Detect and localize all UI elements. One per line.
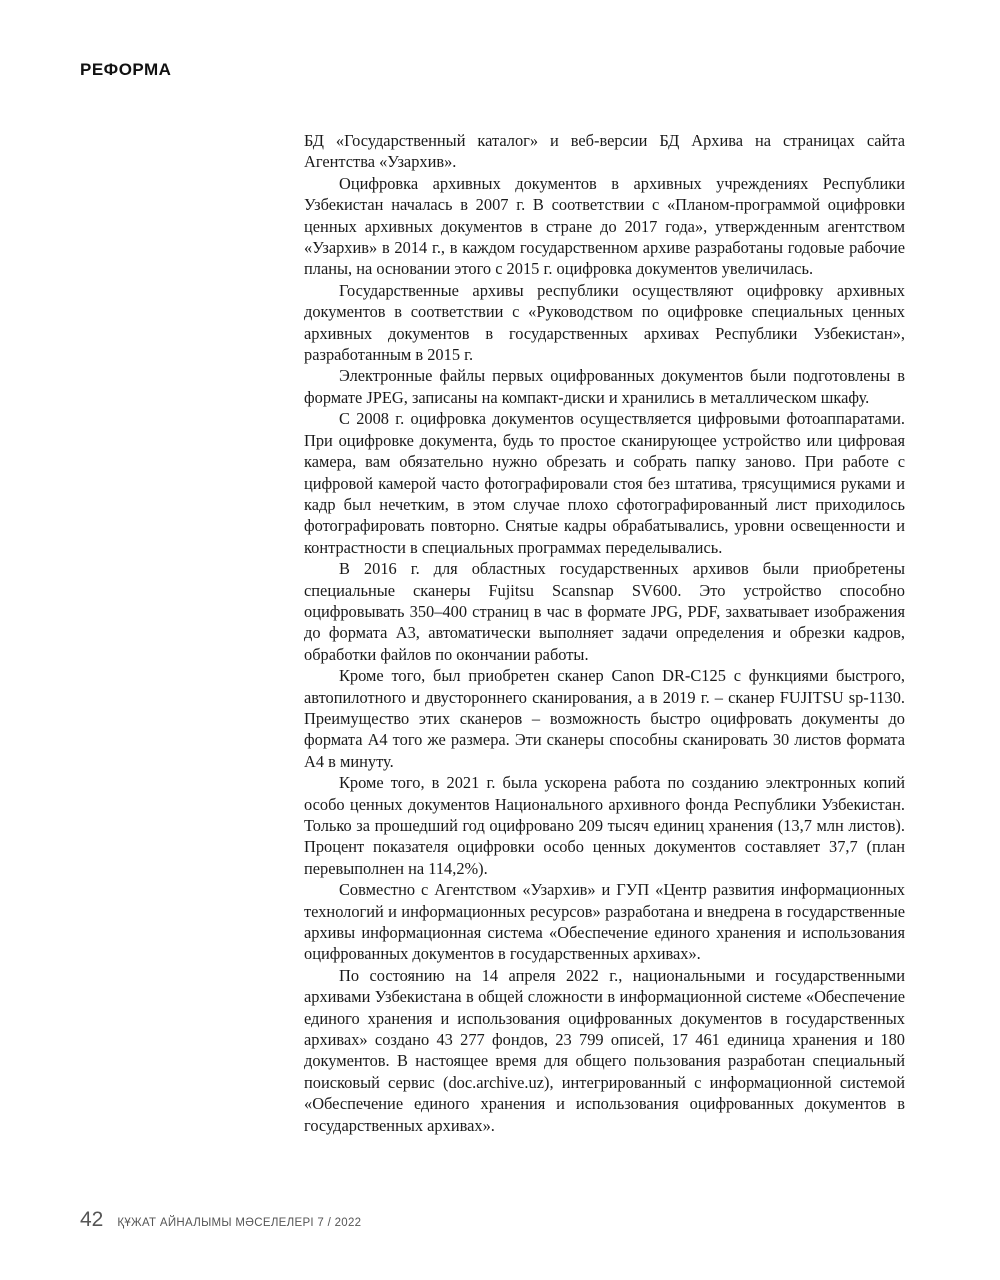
article-paragraph: По состоянию на 14 апреля 2022 г., национальными и государственными архивами Узбекистана в общей сложности в информационной системе «Обеспечение единого хранения и использования оцифрованных документов в государственных архивах» создано 43 277 фондов, 23 799 описей, 17 461 единица хранения и 180 документов. В настоящее время для общего пользования разработан специальный поисковый сервис (doc.archive.uz), интегрированный с информационной системой «Обеспечение единого хранения и использования оцифрованных документов в государственных архивах». (304, 965, 905, 1135)
article-paragraph: Оцифровка архивных документов в архивных учреждениях Республики Узбекистан началась в 2007 г. В соответствии с «Планом-программой оцифровки ценных архивных документов в стране до 2017 года», утвержденным агентством «Узархив» в 2014 г., в каждом государственном архиве разработаны годовые рабочие планы, на основании этого с 2015 г. оцифровка документов увеличилась. (304, 173, 905, 279)
article-paragraph: Государственные архивы республики осуществляют оцифровку архивных документов в соответствии с «Руководством по оцифровке специальных ценных архивных документов в государственных архивах Республики Узбекистан», разработанным в 2015 г. (304, 280, 905, 365)
article-paragraph: С 2008 г. оцифровка документов осуществляется цифровыми фотоаппаратами. При оцифровке документа, будь то простое сканирующее устройство или цифровая камера, вам обязательно нужно обрезать и собрать папку заново. При работе с цифровой камерой часто фотографировали стоя без штатива, трясущимися руками и кадр был нечетким, в этом случае плохо сфотографированный лист приходилось фотографировать повторно. Снятые кадры обрабатывались, уровни освещенности и контрастности в специальных программах переделывались. (304, 409, 905, 557)
article-paragraph: Кроме того, был приобретен сканер Canon DR-C125 с функциями быстрого, автопилотного и двустороннего сканирования, а в 2019 г. – сканер FUJITSU sp-1130. Преимущество этих сканеров – возможность быстро оцифровать документы до формата А4 того же размера. Эти сканеры способны сканировать 30 листов формата А4 в минуту. (304, 666, 905, 771)
article-paragraph: Электронные файлы первых оцифрованных документов были подготовлены в формате JPEG, записаны на компакт-диски и хранились в металлическом шкафу. (304, 366, 905, 407)
section-header: РЕФОРМА (80, 60, 172, 79)
page-number: 42 (80, 1208, 104, 1231)
page-footer (80, 1208, 361, 1232)
journal-title: ҚҰЖАТ АЙНАЛЫМЫ МӘСЕЛЕЛЕРІ 7 / 2022 (117, 1217, 362, 1229)
article-body (304, 130, 905, 1136)
article-paragraph: Кроме того, в 2021 г. была ускорена работа по созданию электронных копий особо ценных документов Национального архивного фонда Республики Узбекистан. Только за прошедший год оцифровано 209 тысяч единиц хранения (13,7 млн листов). Процент показателя оцифровки особо ценных документов составляет 37,7 (план перевыполнен на 114,2%). (304, 773, 905, 878)
article-paragraph: В 2016 г. для областных государственных архивов были приобретены специальные сканеры Fujitsu Scansnap SV600. Это устройство способно оцифровывать 350–400 страниц в час в формате JPG, PDF, захватывает изображения до формата А3, автоматически выполняет задачи определения и обрезки кадров, обработки файлов по окончании работы. (304, 559, 905, 664)
article-paragraph: Совместно с Агентством «Узархив» и ГУП «Центр развития информационных технологий и информационных ресурсов» разработана и внедрена в государственные архивы информационная система «Обеспечение единого хранения и использования оцифрованных документов в государственных архивах». (304, 880, 905, 964)
article-paragraph: БД «Государственный каталог» и веб-версии БД Архива на страницах сайта Агентства «Узархив». (304, 131, 905, 172)
